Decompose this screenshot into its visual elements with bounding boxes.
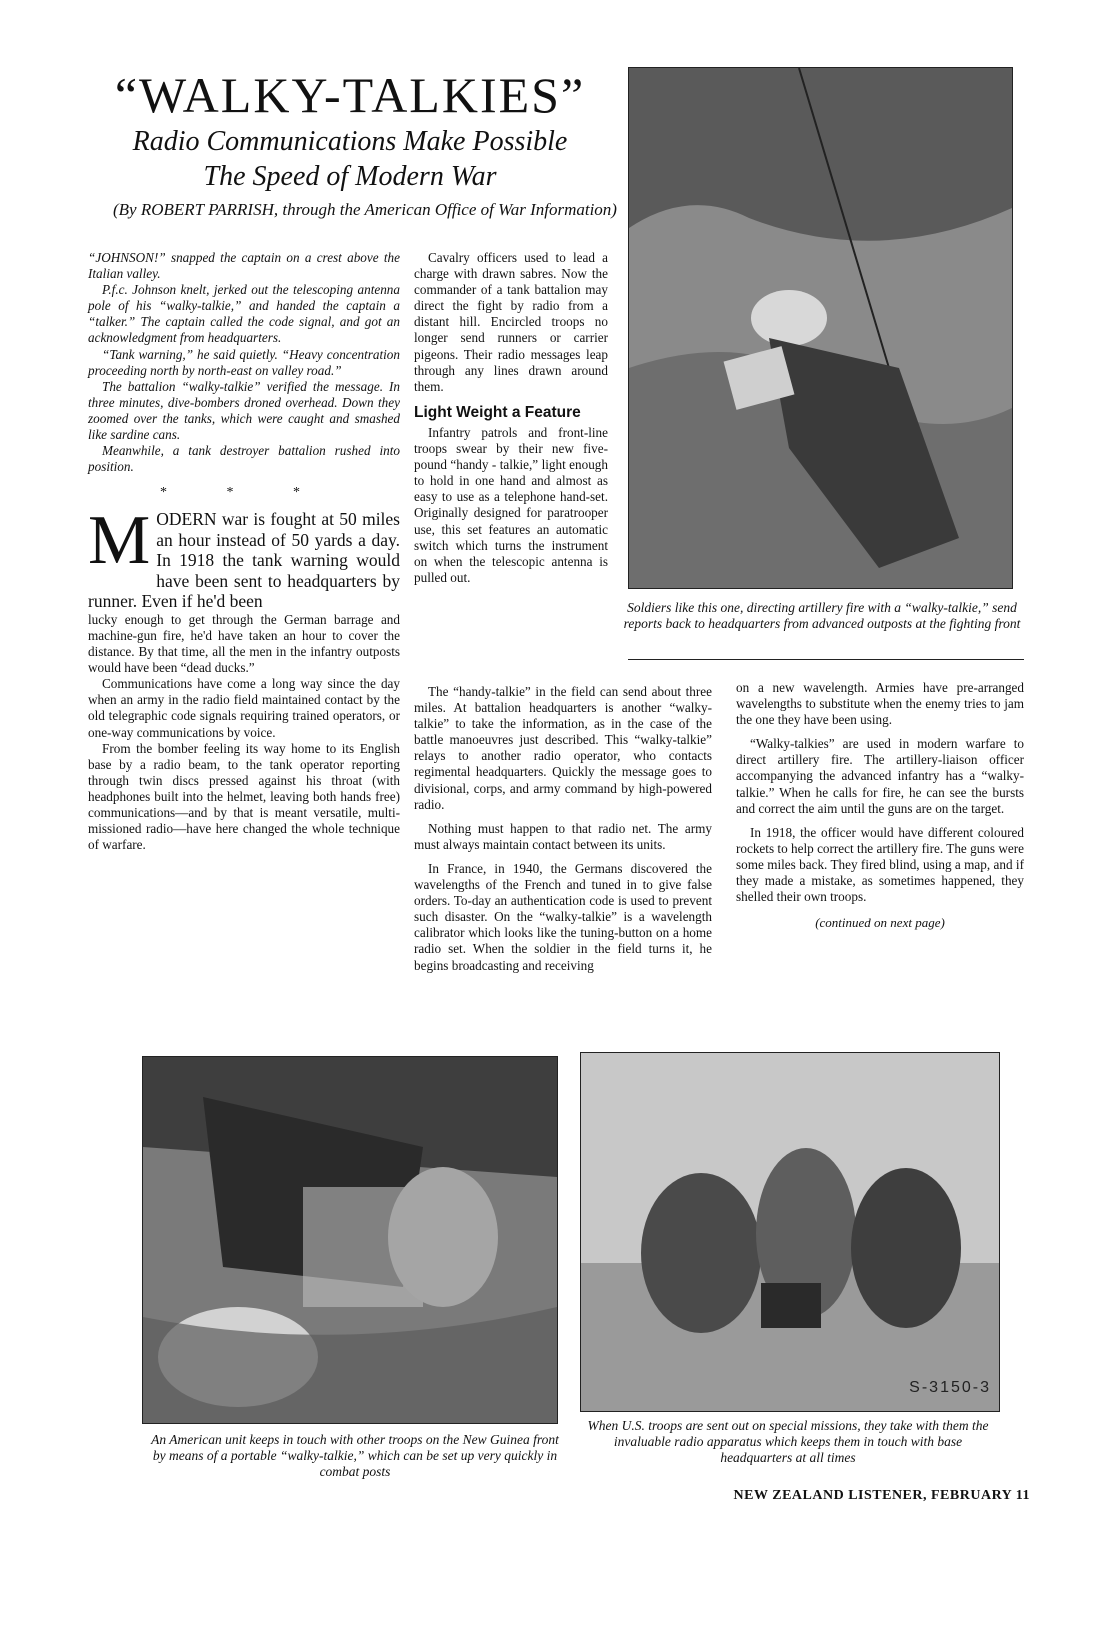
page-footer: NEW ZEALAND LISTENER, FEBRUARY 11 — [733, 1488, 1030, 1503]
body-paragraph: Infantry patrols and front-line troops swear by their new five-pound “handy - talkie,” light enough to hold in one hand and almost as easy to use as a telephone hand-set. Originally designed for paratrooper use, this set features an automatic switch which turns the instrument on when the telescopic antenna is pulled out. — [414, 424, 608, 585]
body-paragraph: “Walky-talkies” are used in modern warfare to direct artillery fire. The artillery-liaison officer accompanying the advanced infantry has a “walky-talkie.” When he calls for fire, he can see the bursts and correct the aim until the guns are on the target. — [736, 736, 1024, 816]
column-1 — [88, 250, 400, 853]
intro-paragraph: The battalion “walky-talkie” verified the message. In three minutes, dive-bombers droned overhead. Down they zoomed over the tanks, which were caught and smashed like sardine cans. — [88, 378, 400, 443]
intro-block — [88, 250, 400, 475]
photo-soldier-with-radio — [628, 67, 1013, 589]
drop-cap: M — [88, 502, 151, 580]
lead-paragraph — [88, 502, 400, 612]
continued-note: (continued on next page) — [815, 915, 945, 931]
body-paragraph: Communications have come a long way since the day when an army in the radio field maintained contact by the old telegraphic code signals requiring trained operators, or one-way communications by voice. — [88, 676, 400, 740]
column-2-upper — [414, 250, 608, 586]
intro-paragraph: “JOHNSON!” snapped the captain on a crest above the Italian valley. — [88, 250, 400, 282]
body-paragraph: In 1918, the officer would have different coloured rockets to help correct the artillery fire. The guns were some miles back. They fired blind, using a map, and if they made a mistake, as sometimes happened, they shelled their own troops. — [736, 824, 1024, 905]
photo-new-guinea-unit — [142, 1056, 558, 1424]
section-break: * * * — [160, 485, 328, 501]
photo-special-missions-illustration — [581, 1053, 999, 1411]
body-paragraph: From the bomber feeling its way home to its English base by a radio beam, to the tank operator reporting through twin discs pressed against his throat (with headphones built into the helmet, leaving both hands free) communications—and by that is meant versatile, multi-missioned radio—have here changed the whole technique of warfare. — [88, 740, 400, 853]
caption-bottom-left: An American unit keeps in touch with other troops on the New Guinea front by means of a portable “walky-talkie,” which can be set up very quickly in combat posts — [151, 1432, 559, 1479]
photo-soldier-illustration — [629, 68, 1012, 588]
column-2-lower — [414, 684, 712, 974]
photo-new-guinea-illustration — [143, 1057, 557, 1423]
caption-divider — [628, 659, 1024, 660]
body-paragraph: The “handy-talkie” in the field can send about three miles. At battalion headquarters is another “walky-talkie” to take the information, as in the case of the battle manoeuvres just described. This “walky-talkie” relays to another radio operator, who contacts regimental headquarters. Quickly the message goes to divisional, corps, and army command by high-powered radio. — [414, 684, 712, 812]
byline: (By ROBERT PARRISH, through the American Office of War Information) — [113, 200, 617, 219]
photo-code: S-3150-3 — [909, 1379, 991, 1396]
intro-paragraph: P.f.c. Johnson knelt, jerked out the telescoping antenna pole of his “walky-talkie,” and handed the captain a “talker.” The captain called the code signal, and got an acknowledgment from headquarters. — [88, 282, 400, 346]
article-subtitle — [80, 124, 620, 194]
body-paragraph: lucky enough to get through the German barrage and machine-gun fire, he'd have taken an hour to cover the distance. By that time, all the men in the infantry outposts would have been “dead ducks.” — [88, 611, 400, 676]
body-paragraph: Nothing must happen to that radio net. The army must always maintain contact between its units. — [414, 820, 712, 852]
intro-paragraph: “Tank warning,” he said quietly. “Heavy concentration proceeding north by north-east on valley road.” — [88, 346, 400, 378]
article-title: “WALKY-TALKIES” — [114, 67, 586, 123]
lead-text: ODERN war is fought at 50 miles an hour instead of 50 yards a day. In 1918 the tank warning would have been sent to headquarters by runner. Even if he'd been — [88, 509, 400, 612]
subtitle-line-1: Radio Communications Make Possible — [132, 126, 568, 157]
body-paragraph: Cavalry officers used to lead a charge with drawn sabres. Now the commander of a tank battalion may direct the fight by radio from a distant hill. Encircled troops no longer send runners or carrier pigeons. Their radio messages leap through any lines drawn around them. — [414, 250, 608, 394]
photo-special-missions — [580, 1052, 1000, 1412]
intro-paragraph: Meanwhile, a tank destroyer battalion rushed into position. — [88, 443, 400, 475]
caption-bottom-right: When U.S. troops are sent out on special missions, they take with them the invaluable radio apparatus which keeps them in touch with base headquarters at all times — [587, 1418, 989, 1465]
subtitle-line-2: The Speed of Modern War — [203, 161, 497, 192]
body-paragraph: on a new wavelength. Armies have pre-arranged wavelengths to substitute when the enemy tries to jam the one they have been using. — [736, 680, 1024, 728]
caption-top-photo: Soldiers like this one, directing artillery fire with a “walky-talkie,” send reports back to headquarters from advanced outposts at the fighting front — [623, 600, 1021, 631]
subheading: Light Weight a Feature — [414, 403, 581, 421]
body-paragraph: In France, in 1940, the Germans discovered the wavelengths of the French and tuned in to give false orders. To-day an authentication code is used to prevent such disaster. On the “walky-talkie” is a wavelength calibrator which looks like the tuning-button on a home radio set. When the soldier in the field turns it, he begins broadcasting and receiving — [414, 860, 712, 973]
column-3 — [736, 680, 1024, 931]
